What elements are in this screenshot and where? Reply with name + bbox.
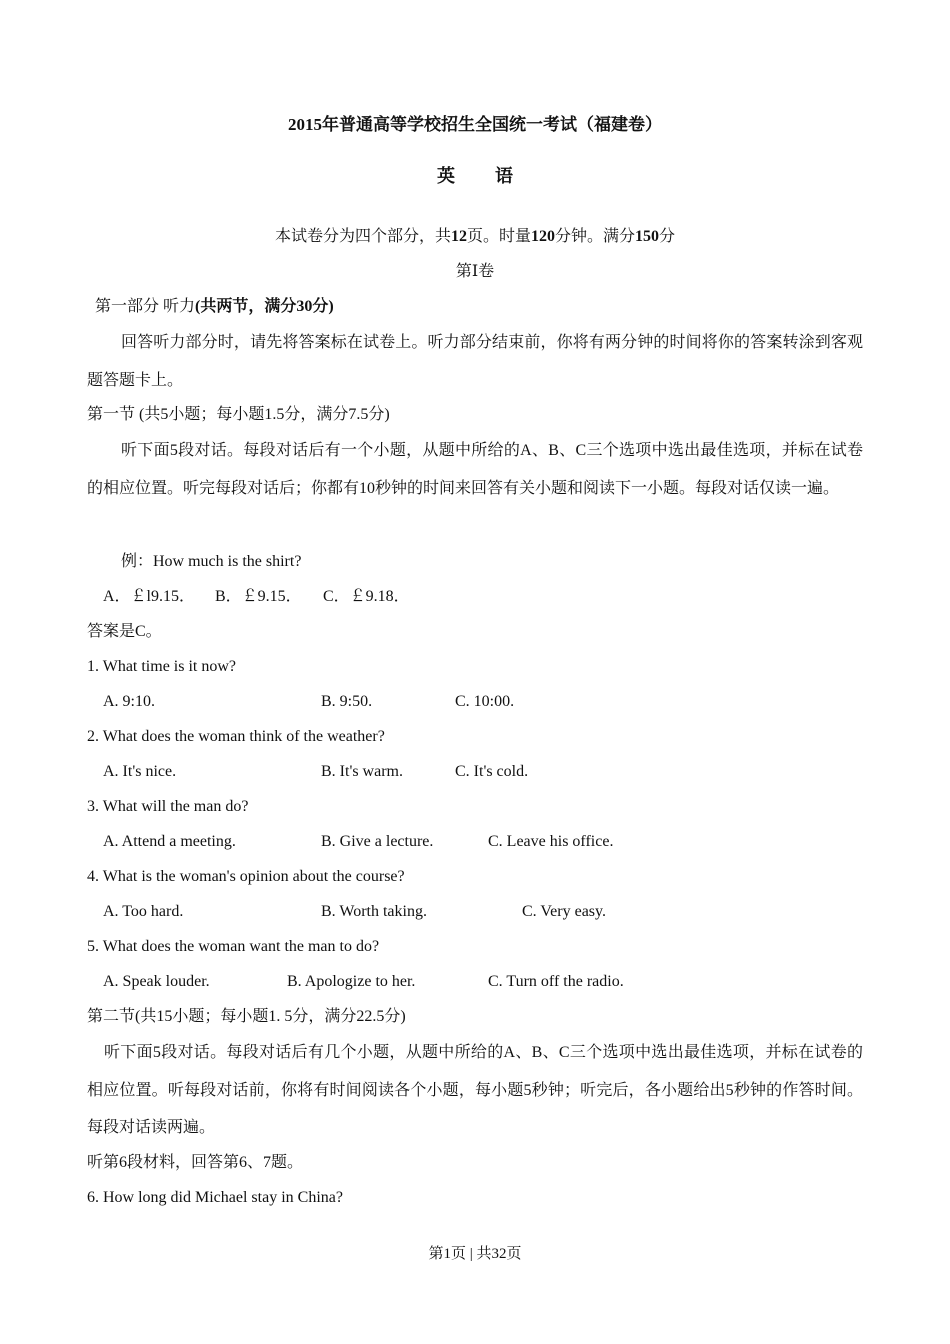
- exam-intro: [0, 226, 950, 248]
- option-c: C. 10:00.: [455, 693, 515, 710]
- material-note: 听第6段材料，回答第6、7题。: [87, 1154, 304, 1171]
- intro-text: 页。时量: [466, 228, 531, 245]
- page-footer: [0, 1243, 950, 1265]
- option-a: A. Too hard.: [103, 903, 184, 920]
- question-2: 2. What does the woman think of the weather?: [87, 728, 385, 745]
- option: C．￡9.18．: [323, 588, 410, 605]
- option-a: A. Speak louder.: [103, 973, 210, 990]
- section2-instructions: 听下面5段对话。每段对话后有几个小题，从题中所给的A、B、C三个选项中选出最佳选项，并标在试卷的相应位置。听每段对话前，你将有时间阅读各个小题，每小题5秒钟；听完后，各小题给出5秒钟的作答时间。每段对话读两遍。: [87, 1044, 863, 1136]
- option: B．￡9.15．: [215, 588, 302, 605]
- intro-text: 分钟。满分: [555, 228, 636, 245]
- option: A．￡l9.15．: [103, 588, 196, 605]
- option-b: B. Give a lecture.: [321, 833, 434, 850]
- time-limit: 120: [531, 228, 555, 245]
- option-a: A. 9:10.: [103, 693, 155, 710]
- part-title: 第一部分 听力: [95, 298, 196, 315]
- intro-text: 分: [659, 228, 676, 245]
- option-c: C. Turn off the radio.: [488, 973, 624, 990]
- option-b: B. It's warm.: [321, 763, 403, 780]
- part1-heading: [95, 296, 871, 318]
- page-count: 12: [450, 228, 467, 245]
- page-number: 1: [443, 1246, 451, 1262]
- footer-text: 第: [428, 1246, 444, 1262]
- part-title: 分): [312, 298, 334, 315]
- section2-heading: 第二节(共15小题；每小题1. 5分，满分22.5分): [87, 1008, 406, 1025]
- part1-instructions: 回答听力部分时，请先将答案标在试卷上。听力部分结束前，你将有两分钟的时间将你的答案转涂到客观题答题卡上。: [87, 334, 863, 389]
- option-b: B. Worth taking.: [321, 903, 427, 920]
- option-b: B. 9:50.: [321, 693, 373, 710]
- total-pages: 32: [491, 1246, 507, 1262]
- question-3: 3. What will the man do?: [87, 798, 249, 815]
- intro-text: 本试卷分为四个部分，共: [274, 228, 451, 245]
- part-title: (共两节，满分: [195, 298, 297, 315]
- option-a: A. Attend a meeting.: [103, 833, 236, 850]
- example-question: 例：How much is the shirt?: [121, 553, 302, 570]
- question-6: 6. How long did Michael stay in China?: [87, 1189, 343, 1206]
- option-b: B. Apologize to her.: [287, 973, 416, 990]
- part-score: 30: [296, 298, 313, 315]
- section1-instructions: 听下面5段对话。每段对话后有一个小题，从题中所给的A、B、C三个选项中选出最佳选项，并标在试卷的相应位置。听完每段对话后；你都有10秒钟的时间来回答有关小题和阅读下一小题。每段对话仅读一遍。: [87, 442, 863, 497]
- volume-label: 第Ⅰ卷: [455, 263, 495, 280]
- document-title: 2015年普通高等学校招生全国统一考试（福建卷）: [288, 115, 662, 134]
- question-4: 4. What is the woman's opinion about the course?: [87, 868, 405, 885]
- option-a: A. It's nice.: [103, 763, 177, 780]
- example-answer: 答案是C。: [87, 623, 162, 640]
- question-1: 1. What time is it now?: [87, 658, 237, 675]
- option-c: C. It's cold.: [455, 763, 529, 780]
- total-score: 150: [635, 228, 660, 245]
- footer-text: 页: [506, 1246, 522, 1262]
- question-5: 5. What does the woman want the man to do?: [87, 938, 380, 955]
- option-c: C. Leave his office.: [488, 833, 614, 850]
- footer-text: 页 | 共: [450, 1246, 492, 1262]
- section1-heading: 第一节 (共5小题；每小题1.5分，满分7.5分): [87, 406, 390, 423]
- subject-title: 英语: [437, 166, 553, 186]
- option-c: C. Very easy.: [522, 903, 606, 920]
